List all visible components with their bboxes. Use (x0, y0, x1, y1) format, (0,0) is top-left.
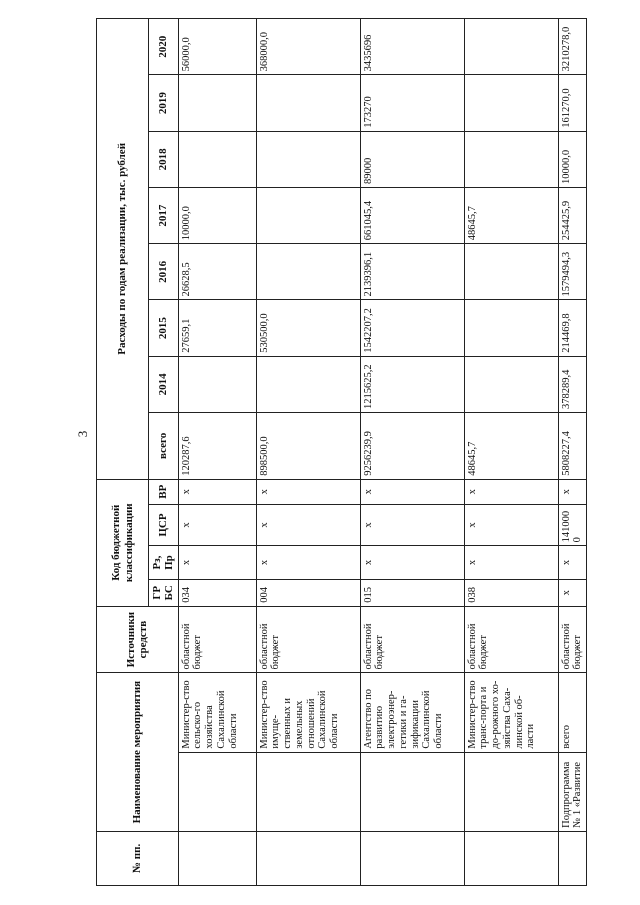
header-year: 2018 (149, 131, 179, 187)
rotated-page (96, 18, 584, 886)
header-year: 2015 (149, 300, 179, 356)
row-total: 48645,7 (464, 413, 558, 480)
row-year-value: 48645,7 (464, 187, 558, 243)
row-year-value (178, 131, 256, 187)
row-year-value (256, 131, 360, 187)
row-year-value (178, 356, 256, 412)
row-grbs: 004 (256, 579, 360, 606)
rotated-table-wrapper (96, 18, 584, 886)
row-csr: 1410000 (558, 504, 587, 546)
row-year-value (178, 75, 256, 131)
row-source: областной бюджет (256, 606, 360, 673)
table-row (558, 19, 587, 886)
row-year-value (464, 300, 558, 356)
row-year-value (464, 244, 558, 300)
row-year-value: 378289,4 (558, 356, 587, 412)
row-vr: х (464, 479, 558, 504)
row-grbs: х (558, 579, 587, 606)
row-executor: всего (558, 673, 587, 752)
row-year-value: 661045,4 (360, 187, 464, 243)
row-year-value (464, 131, 558, 187)
header-vr: ВР (149, 479, 179, 504)
row-year-value (256, 244, 360, 300)
row-vr: х (360, 479, 464, 504)
row-name (464, 752, 558, 831)
row-vr: х (256, 479, 360, 504)
row-year-value: 530500,0 (256, 300, 360, 356)
row-num (558, 831, 587, 885)
row-year-value: 254425,9 (558, 187, 587, 243)
row-source: областной бюджет (178, 606, 256, 673)
row-year-value: 2139396,1 (360, 244, 464, 300)
row-csr: х (178, 504, 256, 546)
row-executor: Министер-ство транс-порта и до-рожного хо-зяйства Саха-линской об-ласти (464, 673, 558, 752)
header-year: 2016 (149, 244, 179, 300)
expenses-table (96, 18, 587, 886)
row-name (178, 752, 256, 831)
row-csr: х (360, 504, 464, 546)
header-source: Источники средств (97, 606, 179, 673)
header-name: Наименование мероприятия (97, 673, 179, 831)
row-year-value (256, 187, 360, 243)
row-year-value: 89000 (360, 131, 464, 187)
header-num: № пп. (97, 831, 179, 885)
row-source: областной бюджет (558, 606, 587, 673)
header-rzpr: Рз, Пр (149, 546, 179, 579)
row-source: областной бюджет (360, 606, 464, 673)
row-year-value: 173270 (360, 75, 464, 131)
row-year-value: 56000,0 (178, 19, 256, 75)
header-grbs: ГРБС (149, 579, 179, 606)
header-code-group: Код бюджетной классификации (97, 479, 149, 606)
row-year-value (464, 356, 558, 412)
table-row (360, 19, 464, 886)
table-row (464, 19, 558, 886)
row-rzpr: х (178, 546, 256, 579)
row-executor: Министер-ство сельско-го хозяйства Сахалинской области (178, 673, 256, 752)
row-grbs: 038 (464, 579, 558, 606)
row-rzpr: х (464, 546, 558, 579)
row-vr: х (558, 479, 587, 504)
row-num (178, 831, 256, 885)
header-year: 2014 (149, 356, 179, 412)
row-year-value: 1542207,2 (360, 300, 464, 356)
row-executor: Агентство по развитию электроэнер-гетики и га-зификации Сахалинской области (360, 673, 464, 752)
row-year-value: 368000,0 (256, 19, 360, 75)
row-grbs: 034 (178, 579, 256, 606)
row-total: 898500,0 (256, 413, 360, 480)
row-num (464, 831, 558, 885)
row-year-value: 26628,5 (178, 244, 256, 300)
row-csr: х (256, 504, 360, 546)
row-rzpr: х (360, 546, 464, 579)
row-year-value (464, 75, 558, 131)
row-rzpr: х (558, 546, 587, 579)
row-csr: х (464, 504, 558, 546)
row-year-value: 1579494,3 (558, 244, 587, 300)
row-year-value (256, 356, 360, 412)
row-year-value: 27659,1 (178, 300, 256, 356)
header-csr: ЦСР (149, 504, 179, 546)
header-year: 2017 (149, 187, 179, 243)
row-name (256, 752, 360, 831)
row-name: Подпрограмма № 1 «Развитие (558, 752, 587, 831)
row-total: 5808227,4 (558, 413, 587, 480)
row-num (360, 831, 464, 885)
row-year-value: 10000,0 (558, 131, 587, 187)
row-num (256, 831, 360, 885)
row-year-value: 214469,8 (558, 300, 587, 356)
row-total: 9256239,9 (360, 413, 464, 480)
row-vr: х (178, 479, 256, 504)
row-source: областной бюджет (464, 606, 558, 673)
header-year: 2019 (149, 75, 179, 131)
row-name (360, 752, 464, 831)
row-grbs: 015 (360, 579, 464, 606)
row-total: 120287,6 (178, 413, 256, 480)
row-year-value (464, 19, 558, 75)
header-total: всего (149, 413, 179, 480)
header-expenses-group: Расходы по годам реализации, тыс. рублей (97, 19, 149, 480)
row-year-value: 3210278,0 (558, 19, 587, 75)
row-year-value: 3435696 (360, 19, 464, 75)
header-year: 2020 (149, 19, 179, 75)
row-year-value: 161270,0 (558, 75, 587, 131)
row-year-value (256, 75, 360, 131)
row-rzpr: х (256, 546, 360, 579)
row-year-value: 1215625,2 (360, 356, 464, 412)
page-number: 3 (75, 430, 90, 438)
table-row (178, 19, 256, 886)
row-executor: Министер-ство имуще-ственных и земельных отношений Сахалинской области (256, 673, 360, 752)
table-row (256, 19, 360, 886)
row-year-value: 10000,0 (178, 187, 256, 243)
